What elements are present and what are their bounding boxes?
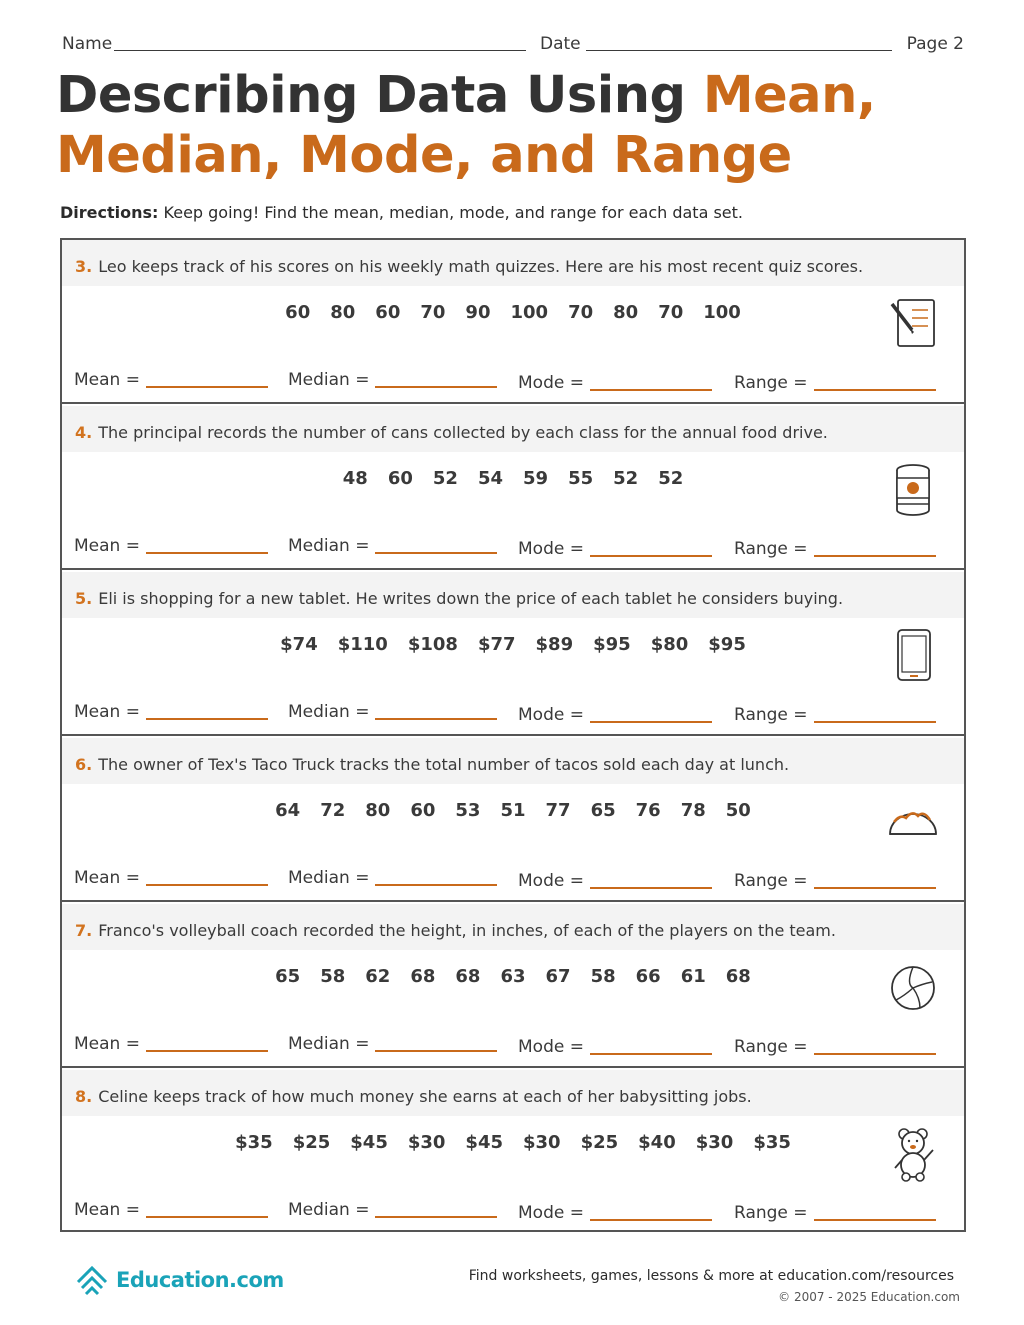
divider [62, 734, 964, 736]
median-blank[interactable] [375, 708, 497, 720]
page-number: Page 2 [906, 34, 964, 54]
range-answer [734, 373, 936, 393]
data-value: 80 [330, 302, 356, 323]
data-value: $35 [753, 1132, 791, 1153]
median-answer [288, 370, 497, 390]
mode-label: Mode = [518, 871, 584, 891]
data-value: $30 [695, 1132, 734, 1153]
problem-text: The principal records the number of cans collected by each class for the annual food drive. [98, 423, 828, 442]
median-label: Median = [288, 1034, 370, 1054]
data-value: 48 [342, 468, 368, 489]
range-blank[interactable] [814, 545, 936, 557]
range-answer [734, 705, 936, 725]
data-value: $30 [523, 1132, 561, 1153]
range-label: Range = [734, 539, 808, 559]
food-can-icon [886, 462, 940, 518]
problem-prompt [75, 755, 789, 774]
education-logo-icon [72, 1260, 112, 1300]
data-value: 52 [658, 468, 684, 489]
copyright: © 2007 - 2025 Education.com [778, 1290, 960, 1304]
data-value: 58 [590, 966, 616, 987]
problem-8 [62, 1070, 964, 1234]
volleyball-icon [886, 960, 940, 1016]
range-answer [734, 539, 936, 559]
mode-label: Mode = [518, 373, 584, 393]
taco-icon [886, 794, 940, 850]
teddy-bear-icon [886, 1126, 940, 1182]
divider [62, 1066, 964, 1068]
quiz-paper-icon [886, 296, 940, 352]
data-set [62, 468, 964, 489]
footer-note: Find worksheets, games, lessons & more at education.com/resources [468, 1268, 954, 1284]
mode-blank[interactable] [590, 711, 712, 723]
name-label: Name [62, 34, 113, 54]
data-value: 59 [523, 468, 549, 489]
title-part-3: Median, Mode, and Range [56, 126, 792, 185]
problem-prompt [75, 257, 863, 276]
logo-text: Education.com [116, 1268, 284, 1292]
data-set [62, 302, 964, 323]
mode-blank[interactable] [590, 545, 712, 557]
data-value: 100 [703, 302, 741, 323]
data-value: 90 [465, 302, 491, 323]
data-value: 60 [375, 302, 401, 323]
mean-blank[interactable] [146, 708, 268, 720]
problem-text: Franco's volleyball coach recorded the height, in inches, of each of the players on the team. [98, 921, 836, 940]
data-value: 51 [500, 800, 526, 821]
median-blank[interactable] [375, 1206, 497, 1218]
data-value: 50 [725, 800, 751, 821]
data-value: 52 [432, 468, 458, 489]
mean-label: Mean = [74, 1034, 140, 1054]
mode-answer [518, 373, 712, 393]
data-value: 72 [320, 800, 346, 821]
mode-blank[interactable] [590, 1043, 712, 1055]
median-label: Median = [288, 868, 370, 888]
data-value: 67 [545, 966, 571, 987]
range-blank[interactable] [814, 877, 936, 889]
data-value: $45 [465, 1132, 503, 1153]
data-value: 100 [510, 302, 549, 323]
title-part-1: Describing Data Using [56, 66, 703, 125]
mode-answer [518, 1037, 712, 1057]
median-label: Median = [288, 702, 370, 722]
mode-blank[interactable] [590, 877, 712, 889]
range-label: Range = [734, 705, 808, 725]
mode-blank[interactable] [590, 1209, 712, 1221]
directions-text: Keep going! Find the mean, median, mode, and range for each data set. [158, 203, 744, 222]
range-label: Range = [734, 373, 808, 393]
mean-label: Mean = [74, 370, 140, 390]
mean-answer [74, 1034, 268, 1054]
range-blank[interactable] [814, 1043, 936, 1055]
data-value: 70 [420, 302, 446, 323]
median-answer [288, 1200, 497, 1220]
problem-number: 5. [75, 589, 93, 608]
name-line[interactable] [114, 50, 526, 51]
problem-5 [62, 572, 964, 736]
data-value: 65 [590, 800, 616, 821]
title-part-2: Mean, [702, 66, 876, 125]
data-value: 60 [387, 468, 413, 489]
mean-blank[interactable] [146, 1040, 268, 1052]
directions-label: Directions: [60, 203, 159, 222]
median-answer [288, 868, 497, 888]
mode-answer [518, 871, 712, 891]
data-set [62, 800, 964, 821]
data-value: $95 [708, 634, 746, 655]
median-label: Median = [288, 1200, 370, 1220]
data-value: 80 [613, 302, 639, 323]
data-value: 66 [635, 966, 661, 987]
problem-text: The owner of Tex's Taco Truck tracks the total number of tacos sold each day at lunch. [98, 755, 790, 774]
mode-label: Mode = [518, 1203, 584, 1223]
data-value: 62 [365, 966, 391, 987]
data-value: 77 [545, 800, 571, 821]
range-label: Range = [734, 1203, 808, 1223]
mean-answer [74, 370, 268, 390]
problem-number: 7. [75, 921, 93, 940]
data-value: $45 [350, 1132, 388, 1153]
data-value: 58 [320, 966, 346, 987]
data-value: 68 [410, 966, 436, 987]
data-value: 78 [680, 800, 706, 821]
data-value: 63 [500, 966, 526, 987]
problem-number: 8. [75, 1087, 93, 1106]
divider [62, 568, 964, 570]
mean-blank[interactable] [146, 874, 268, 886]
data-value: 60 [410, 800, 436, 821]
data-value: 68 [455, 966, 481, 987]
data-value: 68 [725, 966, 751, 987]
data-value: 70 [658, 302, 684, 323]
data-value: $35 [235, 1132, 273, 1153]
mean-answer [74, 536, 268, 556]
mean-answer [74, 1200, 268, 1220]
median-answer [288, 536, 497, 556]
mode-blank[interactable] [590, 379, 712, 391]
data-value: 80 [365, 800, 391, 821]
data-value: $30 [407, 1132, 446, 1153]
mode-label: Mode = [518, 705, 584, 725]
data-value: 53 [455, 800, 481, 821]
problem-prompt [75, 921, 836, 940]
problem-prompt [75, 1087, 752, 1106]
data-value: 60 [285, 302, 311, 323]
range-blank[interactable] [814, 379, 936, 391]
data-value: 54 [477, 468, 503, 489]
problem-7 [62, 904, 964, 1068]
mode-answer [518, 539, 712, 559]
problem-text: Eli is shopping for a new tablet. He writes down the price of each tablet he considers buying. [98, 589, 844, 608]
data-value: $95 [593, 634, 631, 655]
median-answer [288, 1034, 497, 1054]
mean-blank[interactable] [146, 376, 268, 388]
mean-label: Mean = [74, 868, 140, 888]
data-value: 76 [635, 800, 661, 821]
mode-answer [518, 1203, 712, 1223]
problem-number: 6. [75, 755, 93, 774]
mean-blank[interactable] [146, 1206, 268, 1218]
divider [62, 900, 964, 902]
median-blank[interactable] [375, 542, 497, 554]
data-value: 55 [568, 468, 594, 489]
range-label: Range = [734, 1037, 808, 1057]
data-value: $108 [407, 634, 458, 655]
median-blank[interactable] [375, 1040, 497, 1052]
problem-3 [62, 240, 964, 404]
directions [60, 203, 743, 222]
mode-label: Mode = [518, 539, 584, 559]
problem-6 [62, 738, 964, 902]
data-value: 61 [680, 966, 706, 987]
median-blank[interactable] [375, 874, 497, 886]
data-value: $80 [650, 634, 689, 655]
data-value: 65 [275, 966, 301, 987]
mean-answer [74, 868, 268, 888]
page-title [56, 66, 976, 186]
problem-text: Celine keeps track of how much money she earns at each of her babysitting jobs. [98, 1087, 752, 1106]
mean-answer [74, 702, 268, 722]
mean-label: Mean = [74, 702, 140, 722]
education-logo[interactable] [72, 1260, 284, 1300]
mean-label: Mean = [74, 536, 140, 556]
range-blank[interactable] [814, 1209, 936, 1221]
problem-number: 3. [75, 257, 93, 276]
data-set [62, 1132, 964, 1153]
data-value: $77 [477, 634, 516, 655]
problem-4 [62, 406, 964, 570]
data-set [62, 634, 964, 655]
range-answer [734, 871, 936, 891]
data-value: $25 [292, 1132, 331, 1153]
data-value: $74 [280, 634, 318, 655]
divider [62, 402, 964, 404]
data-value: $110 [337, 634, 388, 655]
data-value: $40 [638, 1132, 676, 1153]
range-label: Range = [734, 871, 808, 891]
tablet-icon [886, 628, 940, 684]
date-line[interactable] [586, 50, 892, 51]
mean-blank[interactable] [146, 542, 268, 554]
date-label: Date [540, 34, 581, 54]
data-value: $25 [580, 1132, 619, 1153]
problem-prompt [75, 589, 843, 608]
problem-text: Leo keeps track of his scores on his weekly math quizzes. Here are his most recent quiz scores. [98, 257, 864, 276]
median-label: Median = [288, 536, 370, 556]
mean-label: Mean = [74, 1200, 140, 1220]
header-row [62, 34, 964, 56]
mode-label: Mode = [518, 1037, 584, 1057]
mode-answer [518, 705, 712, 725]
data-set [62, 966, 964, 987]
median-label: Median = [288, 370, 370, 390]
data-value: 70 [568, 302, 594, 323]
range-blank[interactable] [814, 711, 936, 723]
median-answer [288, 702, 497, 722]
data-value: 64 [275, 800, 301, 821]
data-value: 52 [613, 468, 639, 489]
median-blank[interactable] [375, 376, 497, 388]
data-value: $89 [535, 634, 574, 655]
range-answer [734, 1203, 936, 1223]
range-answer [734, 1037, 936, 1057]
problem-number: 4. [75, 423, 93, 442]
problem-prompt [75, 423, 828, 442]
problems-container [60, 238, 966, 1232]
